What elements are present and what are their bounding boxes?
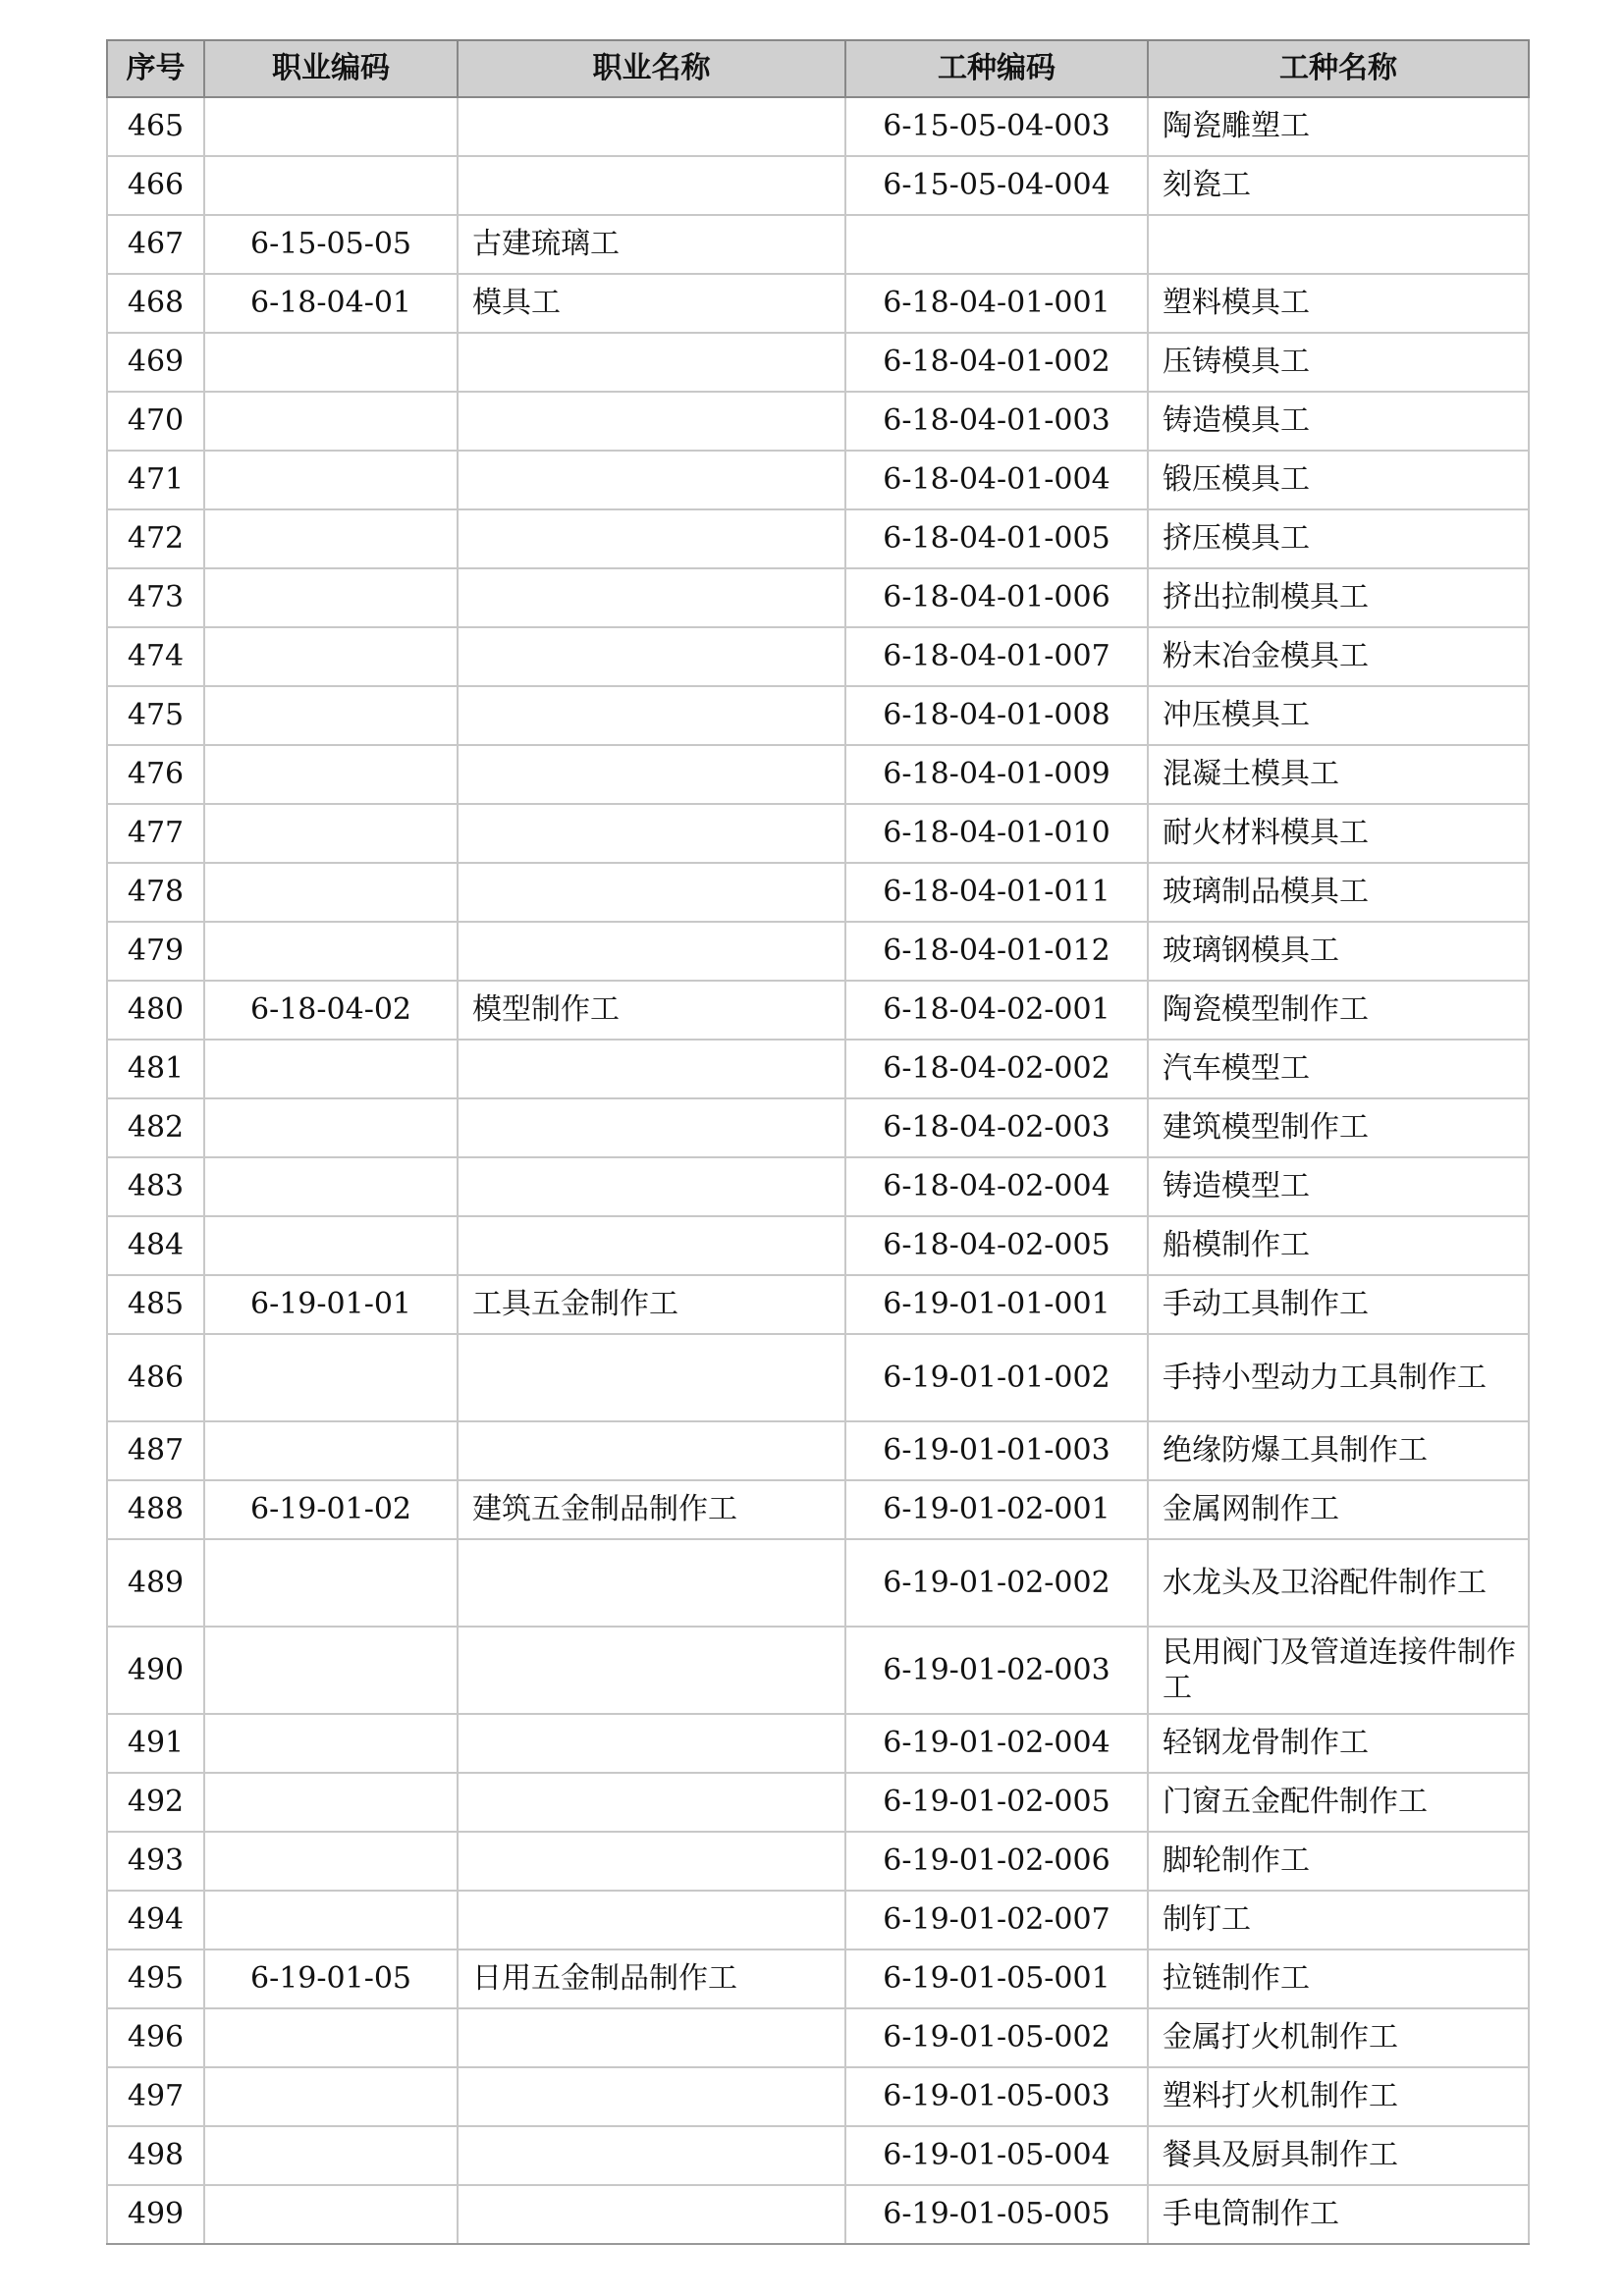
table-row — [107, 1832, 1529, 1891]
row-occupation-name — [458, 509, 845, 568]
row-seq: 488 — [107, 1480, 204, 1539]
row-occupation-name: 日用五金制品制作工 — [458, 1949, 845, 2008]
row-seq: 470 — [107, 392, 204, 451]
row-job-name: 门窗五金配件制作工 — [1148, 1773, 1529, 1832]
row-seq: 499 — [107, 2185, 204, 2244]
row-job-code: 6-19-01-05-001 — [845, 1949, 1148, 2008]
table-row — [107, 1480, 1529, 1539]
row-occupation-code — [204, 1040, 458, 1098]
row-seq: 492 — [107, 1773, 204, 1832]
row-occupation-name — [458, 568, 845, 627]
row-occupation-name — [458, 1334, 845, 1421]
row-job-code: 6-15-05-04-004 — [845, 156, 1148, 215]
row-seq: 472 — [107, 509, 204, 568]
row-seq: 497 — [107, 2067, 204, 2126]
row-job-code: 6-19-01-02-002 — [845, 1539, 1148, 1627]
row-job-name: 手动工具制作工 — [1148, 1275, 1529, 1334]
row-job-code: 6-18-04-01-003 — [845, 392, 1148, 451]
row-job-code: 6-18-04-01-005 — [845, 509, 1148, 568]
row-seq: 475 — [107, 686, 204, 745]
table-row — [107, 1539, 1529, 1627]
table-row — [107, 451, 1529, 509]
row-occupation-name: 建筑五金制品制作工 — [458, 1480, 845, 1539]
row-job-code: 6-18-04-01-004 — [845, 451, 1148, 509]
row-job-name: 陶瓷模型制作工 — [1148, 981, 1529, 1040]
row-job-name: 塑料打火机制作工 — [1148, 2067, 1529, 2126]
row-occupation-name — [458, 804, 845, 863]
row-job-code: 6-19-01-02-004 — [845, 1714, 1148, 1773]
row-occupation-code — [204, 627, 458, 686]
row-occupation-name: 模具工 — [458, 274, 845, 333]
row-seq: 485 — [107, 1275, 204, 1334]
row-occupation-name — [458, 97, 845, 156]
row-seq: 486 — [107, 1334, 204, 1421]
row-job-code: 6-15-05-04-003 — [845, 97, 1148, 156]
table-row — [107, 1216, 1529, 1275]
row-occupation-code — [204, 2067, 458, 2126]
header-row — [107, 40, 1529, 97]
row-seq: 483 — [107, 1157, 204, 1216]
row-occupation-name — [458, 1891, 845, 1949]
row-job-code: 6-19-01-05-003 — [845, 2067, 1148, 2126]
row-seq: 466 — [107, 156, 204, 215]
row-job-code: 6-18-04-02-004 — [845, 1157, 1148, 1216]
row-job-code: 6-19-01-05-002 — [845, 2008, 1148, 2067]
row-seq: 478 — [107, 863, 204, 922]
row-seq: 467 — [107, 215, 204, 274]
row-occupation-code: 6-19-01-02 — [204, 1480, 458, 1539]
row-occupation-name — [458, 1714, 845, 1773]
row-occupation-code — [204, 745, 458, 804]
row-job-name: 手电筒制作工 — [1148, 2185, 1529, 2244]
row-occupation-name — [458, 1098, 845, 1157]
table-row — [107, 568, 1529, 627]
row-occupation-name: 古建琉璃工 — [458, 215, 845, 274]
table-row — [107, 1275, 1529, 1334]
table-row — [107, 686, 1529, 745]
row-job-code: 6-19-01-01-001 — [845, 1275, 1148, 1334]
table-row — [107, 215, 1529, 274]
table-row — [107, 2067, 1529, 2126]
row-seq: 477 — [107, 804, 204, 863]
table-row — [107, 97, 1529, 156]
table-header — [107, 40, 1529, 97]
table-row — [107, 2008, 1529, 2067]
row-job-code: 6-19-01-05-004 — [845, 2126, 1148, 2185]
row-occupation-name — [458, 1773, 845, 1832]
row-occupation-name — [458, 333, 845, 392]
row-job-code: 6-19-01-01-003 — [845, 1421, 1148, 1480]
table-row — [107, 2185, 1529, 2244]
table-row — [107, 392, 1529, 451]
row-occupation-code — [204, 804, 458, 863]
row-occupation-code — [204, 97, 458, 156]
row-seq: 489 — [107, 1539, 204, 1627]
row-occupation-name — [458, 922, 845, 981]
row-occupation-name — [458, 2185, 845, 2244]
row-job-code: 6-18-04-02-001 — [845, 981, 1148, 1040]
row-occupation-name — [458, 863, 845, 922]
table-row — [107, 1334, 1529, 1421]
row-occupation-code — [204, 1714, 458, 1773]
row-occupation-code: 6-18-04-02 — [204, 981, 458, 1040]
row-job-name: 挤压模具工 — [1148, 509, 1529, 568]
table-row — [107, 1157, 1529, 1216]
row-job-code: 6-18-04-01-012 — [845, 922, 1148, 981]
row-occupation-name — [458, 627, 845, 686]
row-occupation-name — [458, 1539, 845, 1627]
row-seq: 496 — [107, 2008, 204, 2067]
row-job-name: 手持小型动力工具制作工 — [1148, 1334, 1529, 1421]
row-job-name: 船模制作工 — [1148, 1216, 1529, 1275]
row-occupation-code — [204, 686, 458, 745]
table-row — [107, 804, 1529, 863]
row-job-code: 6-18-04-01-008 — [845, 686, 1148, 745]
row-seq: 473 — [107, 568, 204, 627]
row-seq: 471 — [107, 451, 204, 509]
row-job-name: 水龙头及卫浴配件制作工 — [1148, 1539, 1529, 1627]
row-occupation-code — [204, 451, 458, 509]
table-row — [107, 981, 1529, 1040]
row-occupation-code — [204, 333, 458, 392]
row-occupation-name — [458, 1040, 845, 1098]
row-occupation-code — [204, 1216, 458, 1275]
row-occupation-name — [458, 392, 845, 451]
row-job-code: 6-19-01-02-007 — [845, 1891, 1148, 1949]
row-job-code: 6-18-04-02-002 — [845, 1040, 1148, 1098]
row-occupation-name: 工具五金制作工 — [458, 1275, 845, 1334]
row-occupation-code: 6-19-01-05 — [204, 1949, 458, 2008]
row-occupation-code — [204, 1098, 458, 1157]
row-seq: 494 — [107, 1891, 204, 1949]
table-body — [107, 97, 1529, 2244]
row-job-code: 6-18-04-01-011 — [845, 863, 1148, 922]
row-occupation-name — [458, 1832, 845, 1891]
table-row — [107, 1627, 1529, 1714]
row-occupation-name — [458, 2126, 845, 2185]
row-seq: 491 — [107, 1714, 204, 1773]
row-occupation-name — [458, 156, 845, 215]
row-job-name: 制钉工 — [1148, 1891, 1529, 1949]
row-job-name: 民用阀门及管道连接件制作工 — [1148, 1627, 1529, 1714]
row-job-code: 6-19-01-02-003 — [845, 1627, 1148, 1714]
row-job-name: 建筑模型制作工 — [1148, 1098, 1529, 1157]
row-job-name: 混凝土模具工 — [1148, 745, 1529, 804]
row-occupation-code — [204, 863, 458, 922]
row-seq: 487 — [107, 1421, 204, 1480]
row-job-name: 汽车模型工 — [1148, 1040, 1529, 1098]
row-occupation-code — [204, 392, 458, 451]
row-job-name: 铸造模型工 — [1148, 1157, 1529, 1216]
row-occupation-name — [458, 1627, 845, 1714]
row-job-name — [1148, 215, 1529, 274]
row-occupation-code — [204, 568, 458, 627]
row-occupation-name — [458, 1216, 845, 1275]
row-job-code: 6-19-01-02-006 — [845, 1832, 1148, 1891]
row-seq: 468 — [107, 274, 204, 333]
table-row — [107, 1949, 1529, 2008]
row-job-code: 6-18-04-01-001 — [845, 274, 1148, 333]
row-occupation-code — [204, 922, 458, 981]
document-page — [106, 39, 1528, 2245]
row-occupation-code — [204, 2126, 458, 2185]
row-job-name: 轻钢龙骨制作工 — [1148, 1714, 1529, 1773]
header-seq: 序号 — [107, 40, 204, 97]
row-job-name: 金属网制作工 — [1148, 1480, 1529, 1539]
row-job-name: 脚轮制作工 — [1148, 1832, 1529, 1891]
row-occupation-code — [204, 1891, 458, 1949]
row-occupation-code — [204, 509, 458, 568]
row-job-code: 6-18-04-01-002 — [845, 333, 1148, 392]
table-row — [107, 863, 1529, 922]
row-job-name: 玻璃制品模具工 — [1148, 863, 1529, 922]
row-occupation-name — [458, 686, 845, 745]
table-row — [107, 1040, 1529, 1098]
table-row — [107, 1773, 1529, 1832]
row-job-name: 冲压模具工 — [1148, 686, 1529, 745]
row-occupation-name — [458, 745, 845, 804]
row-occupation-code — [204, 1832, 458, 1891]
table-row — [107, 2126, 1529, 2185]
header-job-name: 工种名称 — [1148, 40, 1529, 97]
row-job-name: 餐具及厨具制作工 — [1148, 2126, 1529, 2185]
table-row — [107, 922, 1529, 981]
row-seq: 479 — [107, 922, 204, 981]
row-occupation-name — [458, 1421, 845, 1480]
row-job-name: 金属打火机制作工 — [1148, 2008, 1529, 2067]
row-job-name: 锻压模具工 — [1148, 451, 1529, 509]
table-row — [107, 745, 1529, 804]
row-job-code — [845, 215, 1148, 274]
row-seq: 498 — [107, 2126, 204, 2185]
row-job-code: 6-18-04-02-005 — [845, 1216, 1148, 1275]
table-row — [107, 1421, 1529, 1480]
row-occupation-code — [204, 1334, 458, 1421]
table-row — [107, 627, 1529, 686]
header-job-code: 工种编码 — [845, 40, 1148, 97]
row-occupation-code — [204, 2185, 458, 2244]
header-occupation-code: 职业编码 — [204, 40, 458, 97]
table-row — [107, 509, 1529, 568]
row-seq: 482 — [107, 1098, 204, 1157]
table-row — [107, 156, 1529, 215]
header-occupation-name: 职业名称 — [458, 40, 845, 97]
row-occupation-code — [204, 2008, 458, 2067]
row-occupation-name — [458, 1157, 845, 1216]
row-occupation-code — [204, 1421, 458, 1480]
row-occupation-name — [458, 2067, 845, 2126]
row-job-code: 6-19-01-01-002 — [845, 1334, 1148, 1421]
row-occupation-code — [204, 156, 458, 215]
row-job-name: 挤出拉制模具工 — [1148, 568, 1529, 627]
row-seq: 474 — [107, 627, 204, 686]
row-job-code: 6-18-04-01-010 — [845, 804, 1148, 863]
row-seq: 490 — [107, 1627, 204, 1714]
row-job-name: 粉末冶金模具工 — [1148, 627, 1529, 686]
row-occupation-code — [204, 1773, 458, 1832]
row-job-code: 6-19-01-02-005 — [845, 1773, 1148, 1832]
row-job-code: 6-18-04-01-009 — [845, 745, 1148, 804]
row-occupation-name: 模型制作工 — [458, 981, 845, 1040]
table-row — [107, 274, 1529, 333]
row-job-name: 拉链制作工 — [1148, 1949, 1529, 2008]
row-seq: 495 — [107, 1949, 204, 2008]
row-job-code: 6-19-01-02-001 — [845, 1480, 1148, 1539]
row-job-name: 塑料模具工 — [1148, 274, 1529, 333]
table-row — [107, 1098, 1529, 1157]
row-job-name: 压铸模具工 — [1148, 333, 1529, 392]
row-occupation-code: 6-15-05-05 — [204, 215, 458, 274]
row-job-code: 6-19-01-05-005 — [845, 2185, 1148, 2244]
row-seq: 465 — [107, 97, 204, 156]
row-job-name: 陶瓷雕塑工 — [1148, 97, 1529, 156]
row-occupation-code: 6-18-04-01 — [204, 274, 458, 333]
row-job-name: 耐火材料模具工 — [1148, 804, 1529, 863]
row-job-name: 铸造模具工 — [1148, 392, 1529, 451]
row-seq: 476 — [107, 745, 204, 804]
table-row — [107, 1891, 1529, 1949]
row-job-code: 6-18-04-02-003 — [845, 1098, 1148, 1157]
row-seq: 469 — [107, 333, 204, 392]
row-occupation-code — [204, 1157, 458, 1216]
row-occupation-code — [204, 1539, 458, 1627]
row-seq: 481 — [107, 1040, 204, 1098]
row-job-name: 玻璃钢模具工 — [1148, 922, 1529, 981]
table-row — [107, 1714, 1529, 1773]
row-seq: 480 — [107, 981, 204, 1040]
occupation-table — [106, 39, 1530, 2245]
table-row — [107, 333, 1529, 392]
row-occupation-code: 6-19-01-01 — [204, 1275, 458, 1334]
row-seq: 493 — [107, 1832, 204, 1891]
row-job-name: 刻瓷工 — [1148, 156, 1529, 215]
row-job-code: 6-18-04-01-006 — [845, 568, 1148, 627]
row-occupation-name — [458, 2008, 845, 2067]
row-seq: 484 — [107, 1216, 204, 1275]
row-job-code: 6-18-04-01-007 — [845, 627, 1148, 686]
row-occupation-name — [458, 451, 845, 509]
row-occupation-code — [204, 1627, 458, 1714]
row-job-name: 绝缘防爆工具制作工 — [1148, 1421, 1529, 1480]
